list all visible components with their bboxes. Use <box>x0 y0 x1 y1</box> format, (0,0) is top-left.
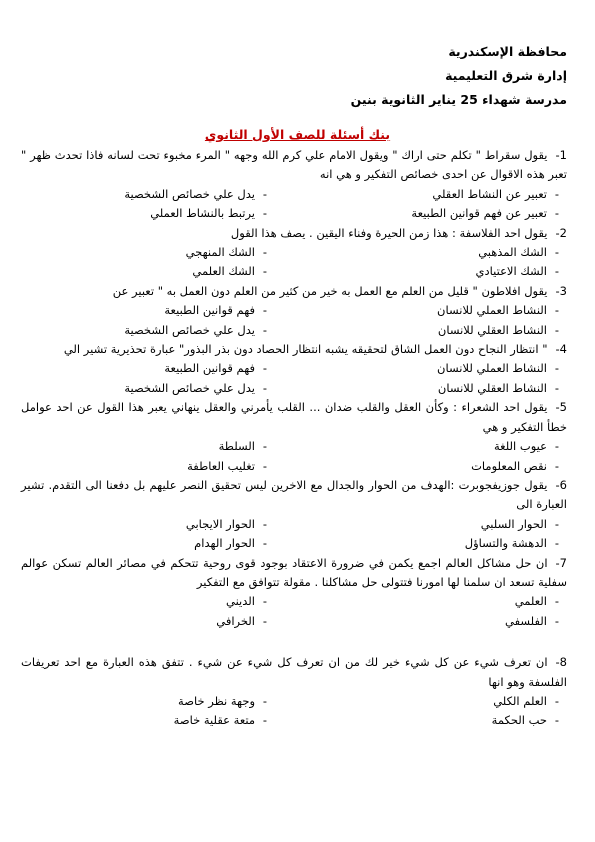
bullet-dash: - <box>262 361 268 376</box>
answer-option-text: السلطة <box>218 439 255 454</box>
options-grid <box>21 692 567 731</box>
answer-option <box>275 711 567 730</box>
question-statement: يقول احد الفلاسفة : هذا زمن الحيرة وفناء اليقين . يصف هذا القول <box>230 225 548 240</box>
answer-option <box>21 185 275 204</box>
question-block <box>21 224 567 282</box>
answer-option-text: الشك المنهجي <box>185 245 255 260</box>
bullet-dash: - <box>554 713 560 728</box>
answer-option <box>21 359 275 378</box>
question-block <box>21 282 567 340</box>
question-text <box>21 224 567 243</box>
question-block <box>21 398 567 476</box>
answer-option <box>21 592 275 611</box>
answer-option-text: الخرافي <box>216 613 255 628</box>
answer-option <box>21 515 275 534</box>
answer-option <box>275 204 567 223</box>
bullet-dash: - <box>262 713 268 728</box>
answer-option <box>275 321 567 340</box>
answer-option <box>21 711 275 730</box>
page-title-text: بنك أسئلة للصف الأول الثانوي <box>204 127 391 142</box>
bullet-dash: - <box>262 536 268 551</box>
answer-option <box>275 534 567 553</box>
answer-option <box>275 262 567 281</box>
question-statement: يقول سقراط " تكلم حتى اراك " ويقول الامام علي كرم الله وجهه " المرء مخبوء تحت لسانه فاذا تحدث ظهر " تعبر هذه الاقوال عن احدى خصائص التفكير و هي انه <box>21 148 567 182</box>
question-number: 1- <box>555 148 567 162</box>
question-text <box>21 340 567 359</box>
bullet-dash: - <box>262 186 268 201</box>
answer-option-text: يدل علي خصائص الشخصية <box>124 186 255 201</box>
bullet-dash: - <box>262 693 268 708</box>
answer-option-text: العلمي <box>514 594 547 609</box>
options-grid <box>21 301 567 340</box>
question-number: 4- <box>555 342 567 357</box>
page-title <box>0 127 595 142</box>
bullet-dash: - <box>554 536 560 551</box>
bullet-dash: - <box>262 458 268 473</box>
answer-option <box>21 204 275 223</box>
answer-option <box>275 301 567 320</box>
bullet-dash: - <box>554 186 560 201</box>
question-statement: ان حل مشاكل العالم اجمع يكمن في ضرورة الاعتقاد بوجود قوى روحية تتحكم في مصائر العالم تسكن عوالم سفلية تسعد ان سلمنا لها امورنا فتتولى حل مشاكلنا . مقولة تتوافق مع التفكير <box>21 555 567 589</box>
question-block <box>21 653 567 731</box>
answer-option-text: يدل علي خصائص الشخصية <box>124 322 255 337</box>
answer-option-text: حب الحكمة <box>491 713 547 728</box>
question-text <box>21 554 567 593</box>
answer-option-text: يرتبط بالنشاط العملي <box>150 206 255 221</box>
answer-option <box>275 515 567 534</box>
answer-option <box>275 359 567 378</box>
answer-option <box>21 437 275 456</box>
bullet-dash: - <box>262 245 268 260</box>
bullet-dash: - <box>262 206 268 221</box>
bullet-dash: - <box>554 516 560 531</box>
question-statement: يقول جوزيفجوبرت :الهدف من الحوار والجدال مع الاخرين ليس تحقيق النصر عليهم بل دفعنا الى التقدم. تشير العبارة الى <box>21 477 567 512</box>
bullet-dash: - <box>262 303 268 318</box>
question-block <box>21 146 567 224</box>
school-header <box>267 40 567 112</box>
bullet-dash: - <box>554 206 560 221</box>
options-grid <box>21 359 567 398</box>
answer-option <box>21 301 275 320</box>
question-text <box>21 476 567 515</box>
bullet-dash: - <box>554 245 560 260</box>
answer-option-text: النشاط العقلي للانسان <box>437 322 547 337</box>
answer-option-text: الدهشة والتساؤل <box>464 536 547 551</box>
bullet-dash: - <box>554 303 560 318</box>
question-text <box>21 653 567 692</box>
school-name: مدرسة شهداء 25 يناير الثانوية بنين <box>350 92 567 107</box>
answer-option-text: تعبير عن النشاط العقلي <box>432 186 547 201</box>
answer-option-text: الشك الاعتيادي <box>475 264 547 279</box>
question-statement: ان تعرف شيء عن كل شيء خير لك من ان تعرف كل شيء عن شيء . تتفق هذه العبارة مع احد تعريفات الفلسفة وهو انها <box>21 655 567 689</box>
answer-option-text: الشك العلمي <box>192 264 255 279</box>
question-number: 7- <box>555 555 567 570</box>
answer-option-text: العلم الكلي <box>493 693 547 708</box>
answer-option-text: النشاط العملي للانسان <box>437 361 547 376</box>
bullet-dash: - <box>554 361 560 376</box>
governorate-name: محافظة الإسكندرية <box>448 44 567 59</box>
bullet-dash: - <box>554 594 560 609</box>
bullet-dash: - <box>554 264 560 279</box>
answer-option-text: تغليب العاطفة <box>187 458 255 473</box>
options-grid <box>21 185 567 224</box>
bullet-dash: - <box>554 458 560 473</box>
question-number: 2- <box>555 225 567 240</box>
answer-option <box>21 692 275 711</box>
question-number: 8- <box>555 655 567 670</box>
answer-option-text: نقص المعلومات <box>471 458 547 473</box>
answer-option-text: متعة عقلية خاصة <box>173 713 255 728</box>
answer-option-text: الفلسفي <box>505 613 547 628</box>
bullet-dash: - <box>262 613 268 628</box>
answer-option-text: الديني <box>226 594 255 609</box>
answer-option <box>21 243 275 262</box>
answer-option-text: الحوار السلبي <box>480 516 547 531</box>
answer-option <box>275 612 567 631</box>
bullet-dash: - <box>262 380 268 395</box>
questions-list <box>21 146 567 731</box>
question-text <box>21 398 567 437</box>
question-block <box>21 340 567 398</box>
options-grid <box>21 243 567 282</box>
bullet-dash: - <box>554 380 560 395</box>
answer-option <box>21 262 275 281</box>
answer-option <box>275 243 567 262</box>
question-number: 5- <box>555 400 567 415</box>
question-block <box>21 476 567 554</box>
answer-option-text: يدل علي خصائص الشخصية <box>124 380 255 395</box>
answer-option <box>275 379 567 398</box>
answer-option-text: الشك المذهبي <box>478 245 547 260</box>
answer-option <box>21 379 275 398</box>
question-statement: يقول احد الشعراء : وكأن العقل والقلب ضدان ... القلب يأمرني والعقل ينهاني يعبر هذا القول عن احد عوامل خطأ التفكير و هي <box>21 400 567 434</box>
administration-name: إدارة شرق التعليمية <box>445 68 567 83</box>
answer-option <box>21 457 275 476</box>
question-number: 3- <box>555 283 567 298</box>
answer-option-text: النشاط العقلي للانسان <box>437 380 547 395</box>
answer-option-text: الحوار الهدام <box>194 536 255 551</box>
bullet-dash: - <box>554 322 560 337</box>
bullet-dash: - <box>262 322 268 337</box>
question-block <box>21 554 567 632</box>
answer-option <box>21 612 275 631</box>
answer-option-text: وجهة نظر خاصة <box>178 693 255 708</box>
bullet-dash: - <box>262 516 268 531</box>
bullet-dash: - <box>262 264 268 279</box>
options-grid <box>21 515 567 554</box>
answer-option <box>275 457 567 476</box>
bullet-dash: - <box>554 439 560 454</box>
question-text <box>21 146 567 185</box>
answer-option-text: فهم قوانين الطبيعة <box>164 361 255 376</box>
options-grid <box>21 437 567 476</box>
answer-option <box>21 534 275 553</box>
answer-option <box>275 185 567 204</box>
answer-option <box>275 592 567 611</box>
question-text <box>21 282 567 301</box>
bullet-dash: - <box>262 594 268 609</box>
answer-option-text: عيوب اللغة <box>494 439 547 454</box>
answer-option-text: تعبير عن فهم قوانين الطبيعة <box>411 206 547 221</box>
answer-option-text: الحوار الايجابي <box>185 516 255 531</box>
question-statement: يقول افلاطون " قليل من العلم مع العمل به خير من كثير من العلم دون العمل به " تعبير عن <box>112 283 548 298</box>
bullet-dash: - <box>554 693 560 708</box>
answer-option-text: فهم قوانين الطبيعة <box>164 303 255 318</box>
answer-option <box>275 437 567 456</box>
question-number: 6- <box>555 477 567 492</box>
bullet-dash: - <box>554 613 560 628</box>
bullet-dash: - <box>262 439 268 454</box>
answer-option <box>275 692 567 711</box>
question-statement: " انتظار النجاح دون العمل الشاق لتحقيقه يشبه انتظار الحصاد دون بذر البذور" عبارة تحذيرية تشير الي <box>63 342 548 357</box>
answer-option <box>21 321 275 340</box>
answer-option-text: النشاط العملي للانسان <box>437 303 547 318</box>
options-grid <box>21 592 567 631</box>
